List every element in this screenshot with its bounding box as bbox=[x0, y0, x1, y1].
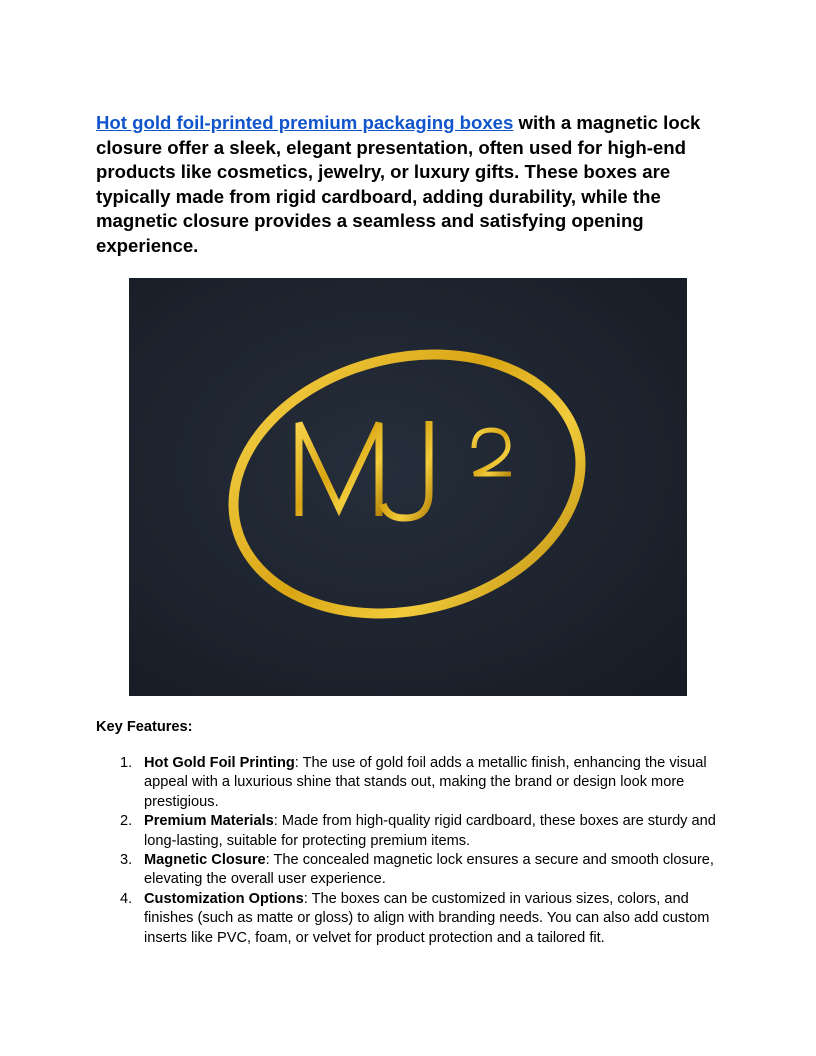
feature-text: : Made from high-quality rigid cardboard, these boxes are sturdy and long-lasting, suitable for protecting premium items. bbox=[144, 813, 716, 849]
feature-item bbox=[96, 754, 726, 812]
photo-background bbox=[129, 278, 687, 696]
feature-number: 1. bbox=[120, 755, 133, 771]
feature-item bbox=[96, 851, 726, 890]
feature-text: : The boxes can be customized in various sizes, colors, and finishes (such as matte or gloss) to align with branding needs. You can also add custom inserts like PVC, foam, or velvet for product protection and a tailored fit. bbox=[144, 890, 710, 946]
gold-foil-logo-photo bbox=[129, 278, 687, 696]
feature-title: Hot Gold Foil Printing bbox=[144, 755, 295, 771]
feature-number: 4. bbox=[120, 890, 133, 907]
feature-text: : The use of gold foil adds a metallic finish, enhancing the visual appeal with a luxurious shine that stands out, making the brand or design look more prestigious. bbox=[144, 755, 707, 810]
feature-text: : The concealed magnetic lock ensures a secure and smooth closure, elevating the overall user experience. bbox=[144, 852, 714, 888]
feature-number: 2. bbox=[120, 813, 133, 830]
packaging-boxes-link[interactable]: Hot gold foil-printed premium packaging boxes bbox=[96, 112, 514, 133]
feature-title: Customization Options bbox=[144, 890, 304, 907]
feature-number: 3. bbox=[120, 852, 133, 869]
feature-title: Magnetic Closure bbox=[144, 852, 266, 869]
feature-title: Premium Materials bbox=[144, 813, 274, 830]
key-features-heading: Key Features: bbox=[96, 719, 193, 735]
feature-item bbox=[96, 812, 726, 851]
feature-item bbox=[96, 890, 726, 948]
intro-text: with a magnetic lock closure offer a sleek, elegant presentation, often used for high-end products like cosmetics, jewelry, or luxury gifts. These boxes are typically made from rigid cardboard, adding durability, while the magnetic closure provides a seamless and satisfying opening experience. bbox=[96, 112, 701, 256]
key-features-list bbox=[96, 754, 726, 948]
intro-paragraph bbox=[96, 111, 726, 259]
